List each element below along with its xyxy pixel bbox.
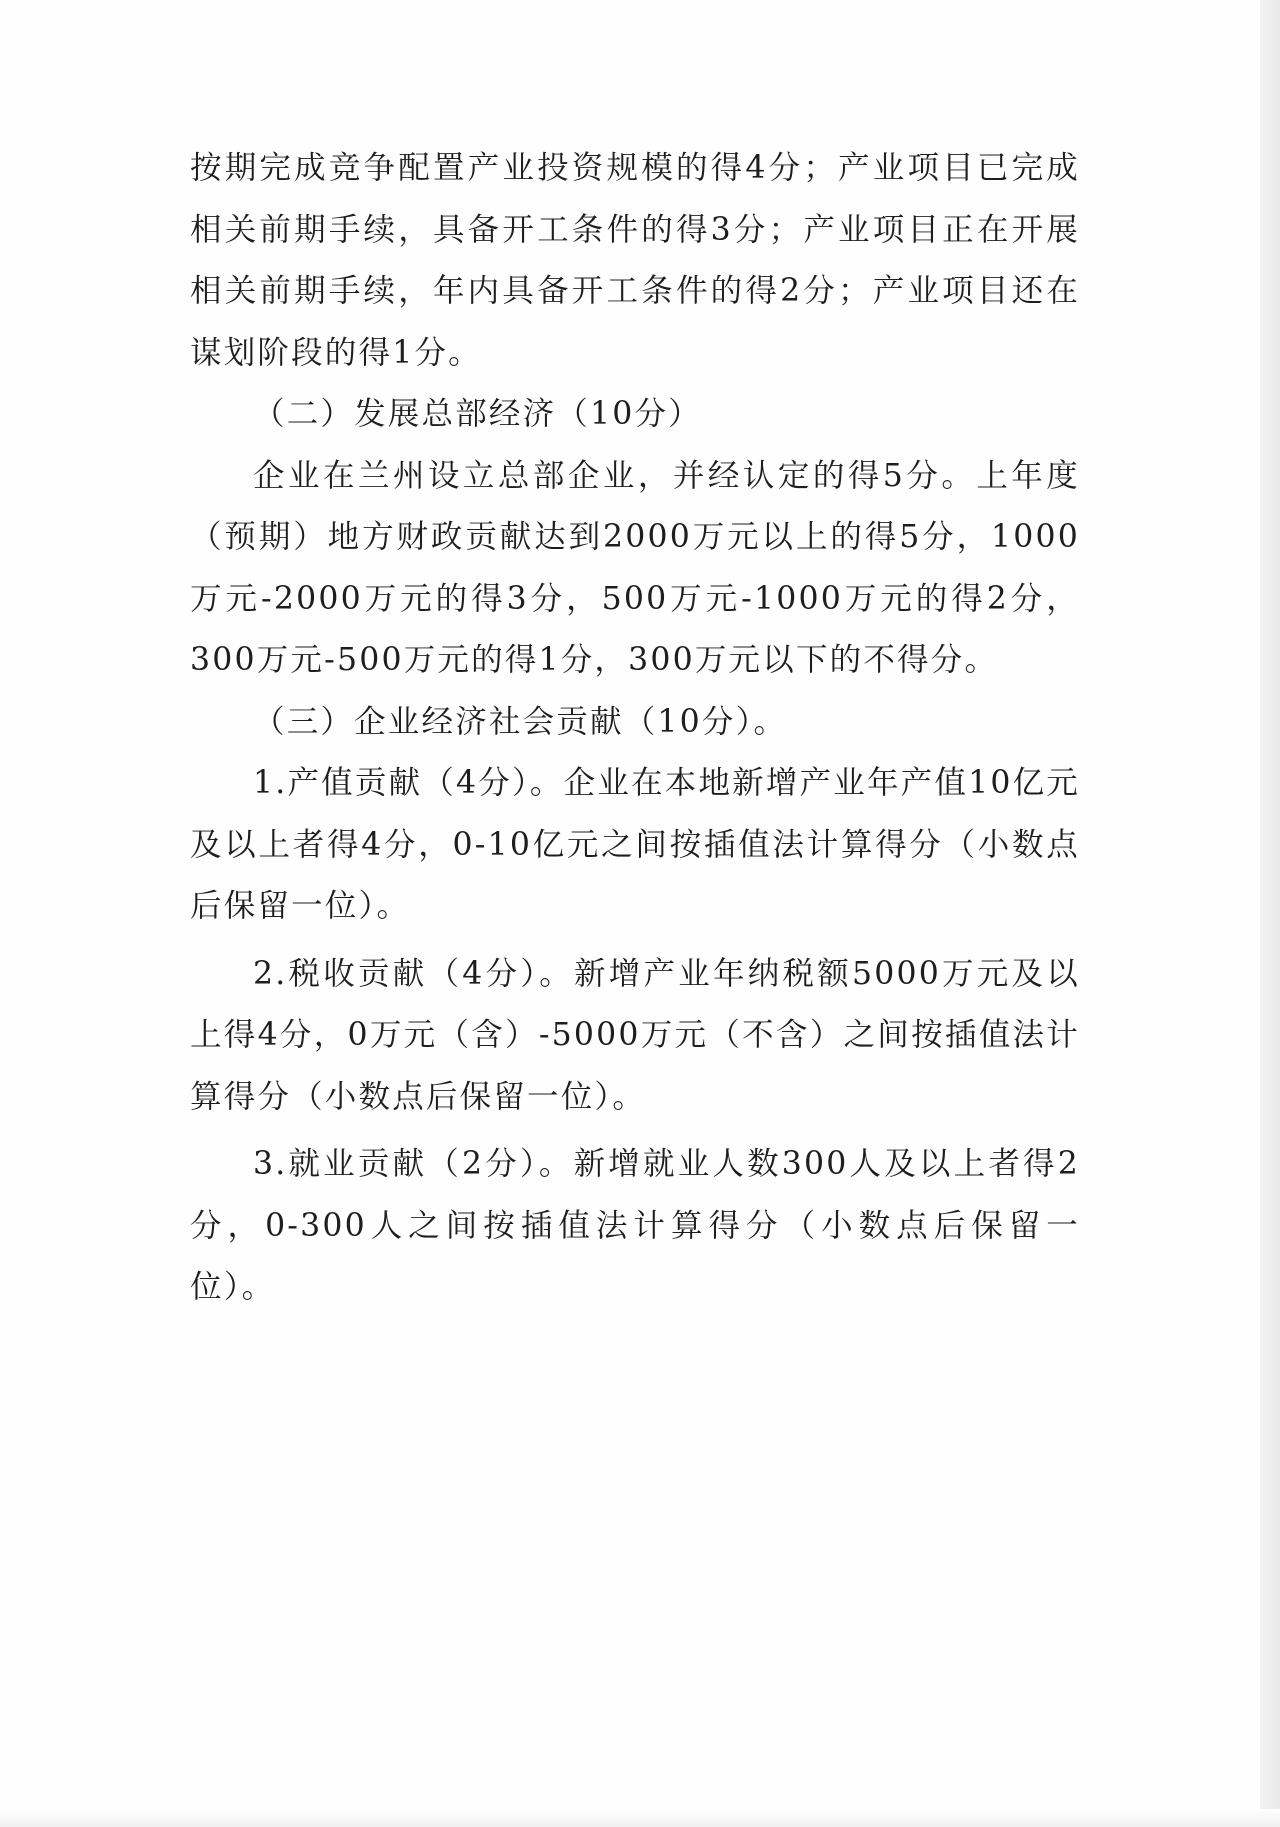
section-2-paragraph: 企业在兰州设立总部企业，并经认定的得5分。上年度（预期）地方财政贡献达到2000万元以上的得5分，1000万元-2000万元的得3分，500万元-1000万元的得2分，300万元-500万元的得1分，300万元以下的不得分。 (190, 457, 1080, 678)
page-right-edge-shadow (1260, 0, 1280, 1827)
section-3-heading: （三）企业经济社会贡献（10分）。 (253, 703, 788, 740)
document-body (190, 138, 1080, 1319)
item-2-paragraph: 2.税收贡献（4分）。新增产业年纳税额5000万元及以上得4分，0万元（含）-5000万元（不含）之间按插值法计算得分（小数点后保留一位）。 (190, 955, 1080, 1115)
section-2-heading: （二）发展总部经济（10分） (253, 396, 702, 432)
item-3-paragraph: 3.就业贡献（2分）。新增就业人数300人及以上者得2分，0-300人之间按插值法计算得分（小数点后保留一位）。 (190, 1146, 1080, 1305)
intro-paragraph: 按期完成竞争配置产业投资规模的得4分；产业项目已完成相关前期手续，具备开工条件的得3分；产业项目正在开展相关前期手续，年内具备开工条件的得2分；产业项目还在谋划阶段的得1分。 (190, 150, 1080, 371)
item-1-paragraph: 1.产值贡献（4分）。企业在本地新增产业年产值10亿元及以上者得4分，0-10亿元之间按插值法计算得分（小数点后保留一位）。 (190, 765, 1080, 924)
page-bottom-edge-shadow (0, 1809, 1280, 1827)
